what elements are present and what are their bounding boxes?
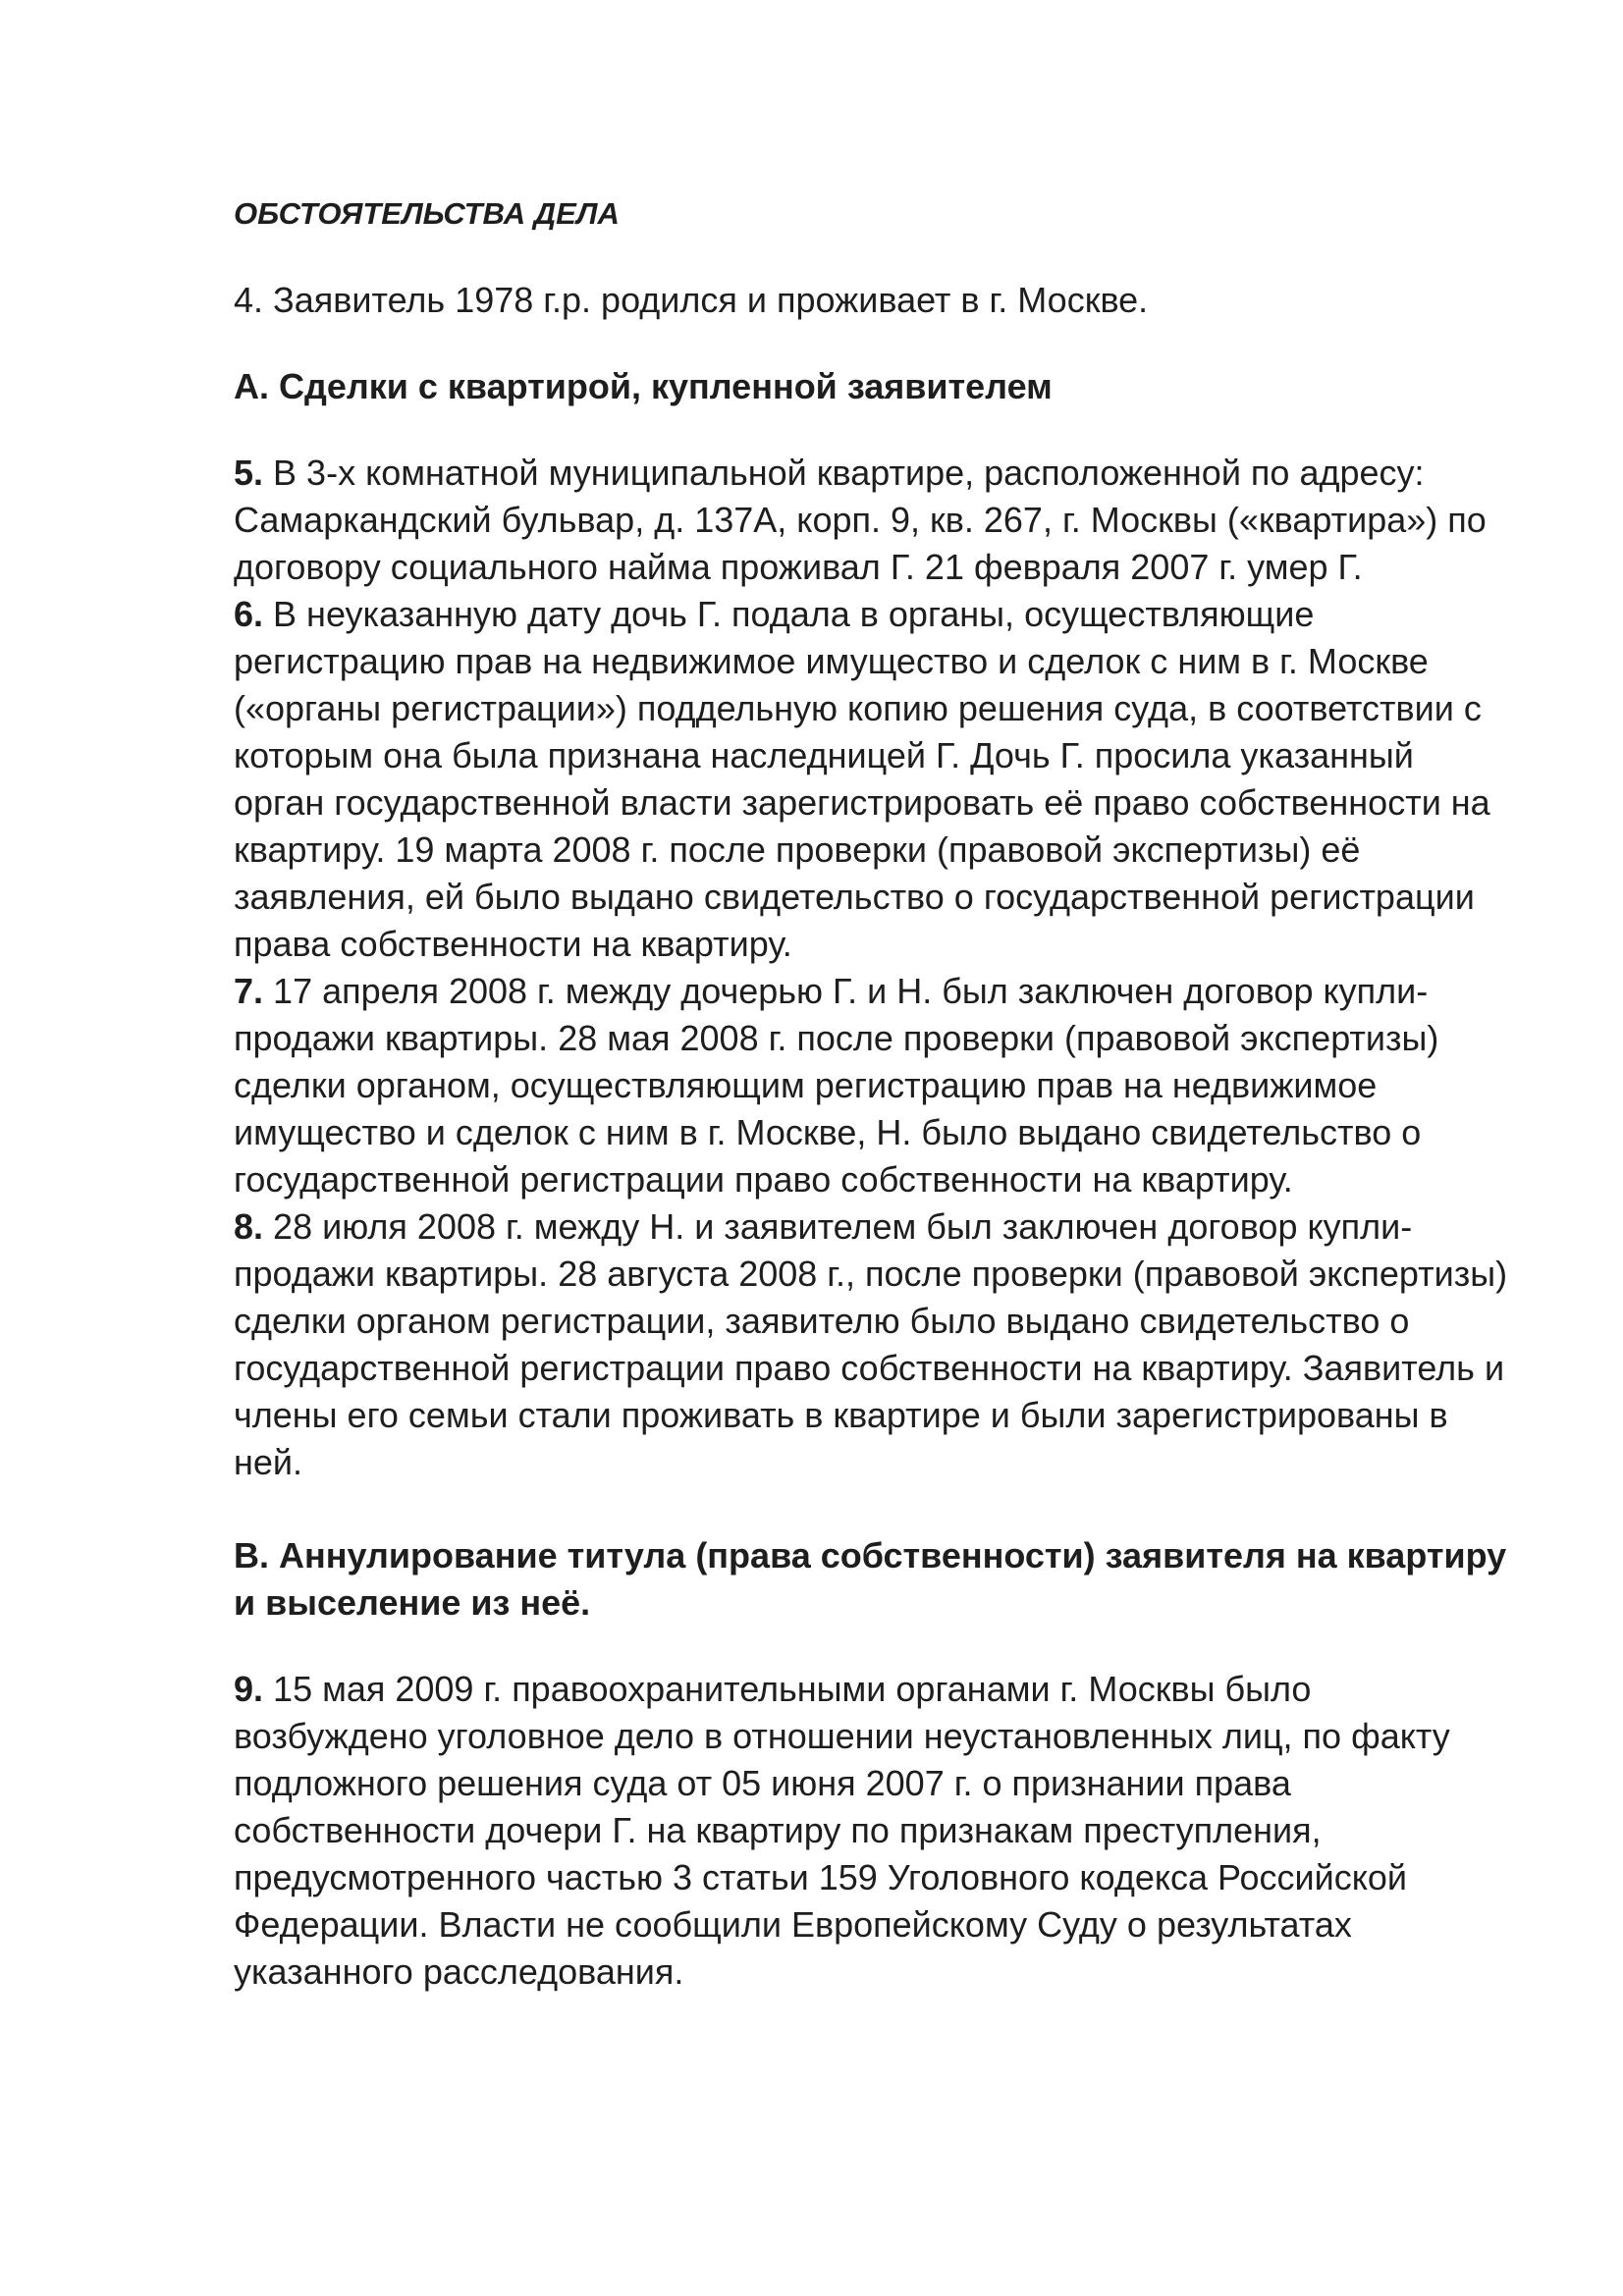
paragraph-number: 8. xyxy=(234,1206,264,1247)
paragraph-8 xyxy=(234,1203,1510,1486)
paragraph-text: 17 апреля 2008 г. между дочерью Г. и Н. был заключен договор купли-продажи квартиры. 28 мая 2008 г. после проверки (правовой экспертизы) сделки органом, осуществляющим регистрацию прав на недвижимое имущество и сделок с ним в г. Москве, Н. было выдано свидетельство о государственной регистрации право собственности на квартиру. xyxy=(234,971,1439,1200)
paragraph-number: 5. xyxy=(234,453,264,493)
paragraph-text: В неуказанную дату дочь Г. подала в органы, осуществляющие регистрацию прав на недвижимое имущество и сделок с ним в г. Москве («органы регистрации») поддельную копию решения суда, в соответствии с которым она была признана наследницей Г. Дочь Г. просила указанный орган государственной власти зарегистрировать её право собственности на квартиру. 19 марта 2008 г. после проверки (правовой экспертизы) её заявления, ей было выдано свидетельство о государственной регистрации права собственности на квартиру. xyxy=(234,594,1490,964)
paragraph-text: 28 июля 2008 г. между Н. и заявителем был заключен договор купли-продажи квартиры. 28 августа 2008 г., после проверки (правовой экспертизы) сделки органом регистрации, заявителю было выдано свидетельство о государственной регистрации право собственности на квартиру. Заявитель и члены его семьи стали проживать в квартире и были зарегистрированы в ней. xyxy=(234,1206,1508,1482)
paragraph-text: В 3-х комнатной муниципальной квартире, расположенной по адресу: Самаркандский бульвар, д. 137А, корп. 9, кв. 267, г. Москвы («квартира») по договору социального найма проживал Г. 21 февраля 2007 г. умер Г. xyxy=(234,453,1487,587)
paragraph-5 xyxy=(234,450,1510,591)
paragraph-9 xyxy=(234,1666,1510,1996)
intro-paragraph: 4. Заявитель 1978 г.р. родился и проживает в г. Москве. xyxy=(234,280,1149,320)
part-a-heading: А. Сделки с квартирой, купленной заявителем xyxy=(234,366,1053,406)
paragraph-number: 6. xyxy=(234,594,264,634)
paragraph-7 xyxy=(234,968,1510,1203)
paragraph-number: 9. xyxy=(234,1669,264,1709)
paragraph-6 xyxy=(234,591,1510,968)
section-title: ОБСТОЯТЕЛЬСТВА ДЕЛА xyxy=(234,196,620,231)
paragraph-text: 15 мая 2009 г. правоохранительными органами г. Москвы было возбуждено уголовное дело в отношении неустановленных лиц, по факту подложного решения суда от 05 июня 2007 г. о признании права собственности дочери Г. на квартиру по признакам преступления, предусмотренного частью 3 статьи 159 Уголовного кодекса Российской Федерации. Власти не сообщили Европейскому Суду о результатах указанного расследования. xyxy=(234,1669,1450,1992)
document-page xyxy=(234,192,1510,2042)
paragraph-number: 7. xyxy=(234,971,264,1011)
part-b-paragraphs xyxy=(234,1666,1510,1996)
part-a-paragraphs xyxy=(234,450,1510,1486)
part-b-heading: В. Аннулирование титула (права собственности) заявителя на квартиру и выселение из неё. xyxy=(234,1535,1507,1623)
